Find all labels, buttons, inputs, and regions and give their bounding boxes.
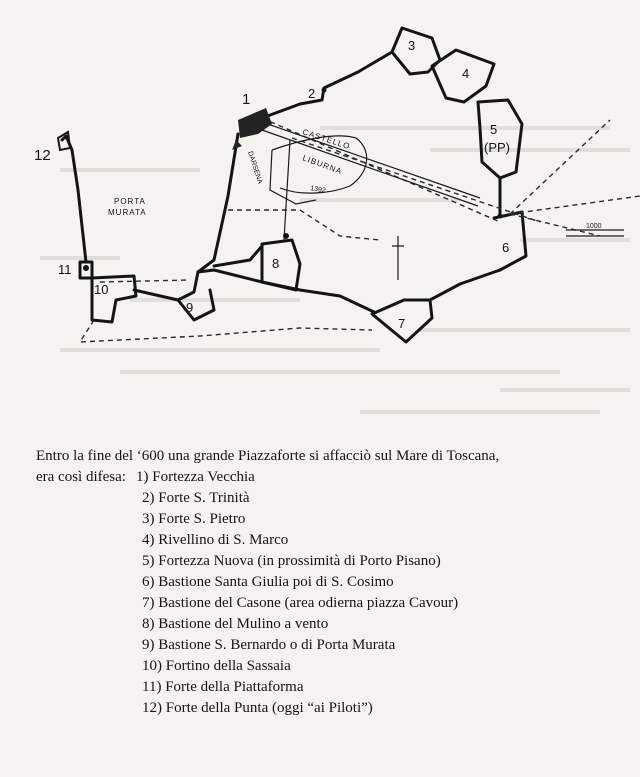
legend-item: 3) Forte S. Pietro [142, 511, 246, 527]
wall-north [262, 52, 392, 118]
label-bastion-4: 4 [462, 66, 470, 81]
dashed-canal-lower [262, 118, 500, 222]
label-bastion-6: 6 [502, 240, 510, 255]
label-bastion-8: 8 [272, 256, 280, 271]
caption-line-1: Entro la fine del ‘600 una grande Piazzaforte si affacciò sul Mare di Toscana, [36, 448, 500, 464]
legend-item: 12) Forte della Punta (oggi “ai Piloti”) [142, 700, 373, 716]
legend-item: 6) Bastione Santa Giulia poi di S. Cosimo [142, 574, 394, 590]
scale-bar [566, 230, 624, 236]
legend-item: 4) Rivellino di S. Marco [142, 532, 289, 548]
legend-item: 2) Forte S. Trinità [142, 490, 250, 506]
caption-line-2 [36, 467, 636, 488]
legend-item: 10) Fortino della Sassaia [142, 658, 291, 674]
legend-item: 8) Bastione del Mulino a vento [142, 616, 329, 632]
label-bastion-5: 5 [490, 122, 498, 137]
bastion-8-outline [262, 240, 300, 290]
dashed-inner [228, 210, 380, 240]
label-bastion-11: 11 [58, 262, 72, 277]
fort-12-outline [58, 132, 70, 150]
label-bastion-1: 1 [242, 91, 251, 108]
canal-line-top [262, 122, 480, 198]
dot-11 [83, 265, 89, 271]
label-porta: PORTA [114, 197, 146, 206]
legend-list [36, 488, 636, 719]
dot-2 [322, 88, 327, 93]
label-bastion-2: 2 [308, 86, 316, 101]
label-year: 1392 [309, 185, 327, 195]
fortezza-vecchia-mass [232, 108, 272, 150]
label-liburna: LIBURNA [301, 153, 344, 177]
legend-item: 9) Bastione S. Bernardo o di Porta Murata [142, 637, 396, 653]
dashed-rays [510, 120, 640, 236]
label-scale: 1000 [586, 223, 602, 230]
label-pp: (PP) [484, 140, 510, 155]
legend-item: 5) Fortezza Nuova (in prossimità di Porto Pisano) [142, 553, 441, 569]
label-murata: MURATA [108, 208, 147, 217]
label-bastion-3: 3 [408, 38, 416, 53]
label-darsena: DARSENA [246, 150, 264, 185]
legend-item: 7) Bastione del Casone (area odierna piazza Cavour) [142, 595, 459, 611]
label-bastion-10: 10 [94, 282, 109, 297]
dot-8 [283, 233, 289, 239]
label-castello: CASTELLO [301, 127, 352, 152]
caption-lead: era così difesa: [36, 469, 126, 485]
legend-item: 1) Fortezza Vecchia [136, 469, 255, 485]
canal-line-bottom [262, 130, 478, 206]
wall-southeast [404, 270, 500, 300]
legend-caption [36, 446, 636, 719]
dashed-left-sea [100, 280, 190, 282]
label-bastion-9: 9 [186, 300, 194, 315]
bastion-9-outline [178, 272, 214, 320]
mole-line [62, 136, 86, 262]
dot-6 [498, 214, 503, 219]
wall-south [198, 270, 374, 312]
wall-west [198, 134, 238, 272]
bastion-5-outline [478, 100, 522, 178]
inner-wall [214, 246, 262, 266]
cross-line [392, 236, 404, 280]
label-bastion-12: 12 [34, 147, 51, 164]
dashed-shore-west [80, 320, 372, 342]
legend-item: 11) Forte della Piattaforma [142, 679, 304, 695]
label-bastion-7: 7 [398, 316, 406, 331]
